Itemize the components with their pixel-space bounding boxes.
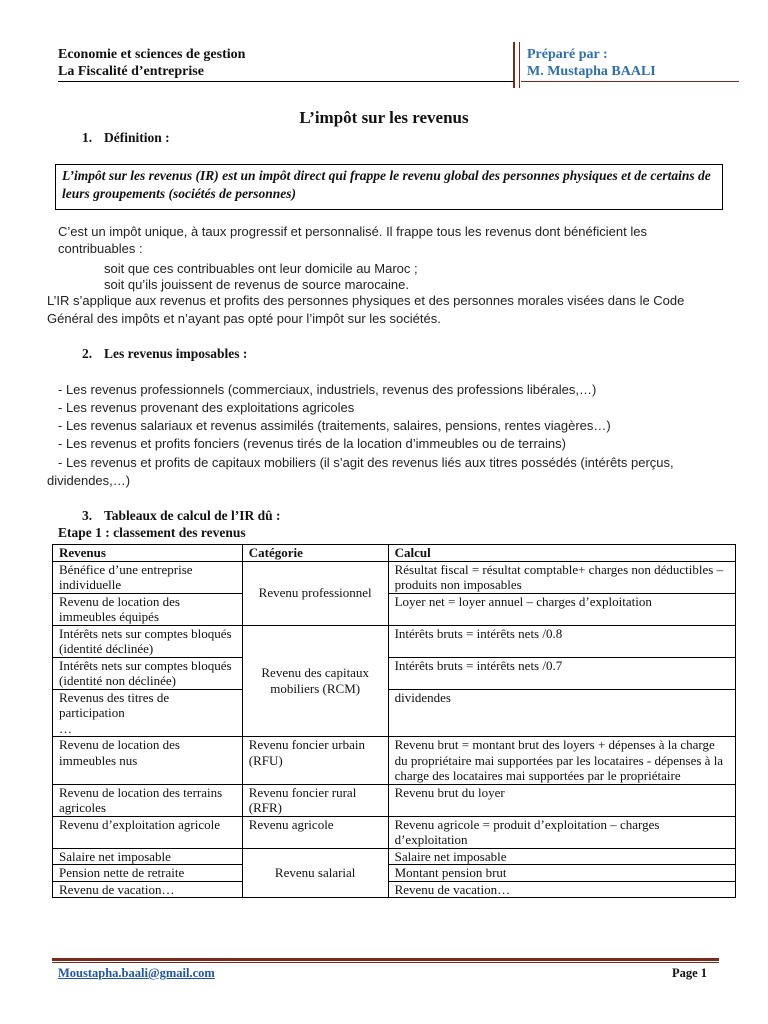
- table-row: [53, 561, 736, 593]
- revenu-ellipsis: …: [59, 720, 72, 736]
- revenu-cell: Intérêts nets sur comptes bloqués (identité non déclinée): [53, 657, 243, 689]
- revenu-cell: Revenu de location des immeubles nus: [53, 737, 243, 785]
- revenu-cell: Revenu de vacation…: [53, 881, 243, 898]
- revenu-cell: Bénéfice d’une entreprise individuelle: [53, 561, 243, 593]
- header-course: La Fiscalité d’entreprise: [58, 64, 204, 79]
- header-right-divider: [521, 81, 739, 82]
- calcul-cell: Intérêts bruts = intérêts nets /0.8: [388, 625, 735, 657]
- revenu-cell: Pension nette de retraite: [53, 865, 243, 882]
- revenu-cell: Revenu d’exploitation agricole: [53, 816, 243, 848]
- revenu-cell: Revenu de location des terrains agricoles: [53, 784, 243, 816]
- revenu-cell: Revenu de location des immeubles équipés: [53, 593, 243, 625]
- table-row: [53, 689, 736, 737]
- table-row: [53, 816, 736, 848]
- table-row: [53, 865, 736, 882]
- scope-line-1: L’IR s’applique aux revenus et profits des personnes physiques et des personnes morales visées dans le Code: [47, 293, 685, 308]
- list-item: - Les revenus salariaux et revenus assimilés (traitements, salaires, pensions, rentes viagères…): [58, 418, 611, 433]
- table-row: [53, 657, 736, 689]
- table-row: [53, 784, 736, 816]
- condition-1: soit que ces contribuables ont leur domicile au Maroc ;: [104, 261, 418, 276]
- column-header-calcul: Calcul: [388, 545, 735, 562]
- calcul-cell: Salaire net imposable: [388, 848, 735, 865]
- header-right: [527, 46, 656, 80]
- header-left: [58, 46, 510, 80]
- calc-table: [52, 544, 736, 898]
- revenu-cell: Intérêts nets sur comptes bloqués (identité déclinée): [53, 625, 243, 657]
- categorie-cell: Revenu agricole: [242, 816, 388, 848]
- column-header-revenus: Revenus: [53, 545, 243, 562]
- revenu-cell: Salaire net imposable: [53, 848, 243, 865]
- condition-2: soit qu’ils jouissent de revenus de source marocaine.: [104, 277, 409, 292]
- table-row: [53, 848, 736, 865]
- intro-line-2: contribuables :: [58, 241, 143, 256]
- revenu-text: Revenus des titres de participation: [59, 689, 170, 720]
- table-header-row: [53, 545, 736, 562]
- calcul-cell: Montant pension brut: [388, 865, 735, 882]
- calcul-cell: Revenu brut = montant brut des loyers + dépenses à la charge du propriétaire mai supportées par les locataires - dépenses à la charge des locataires mai supportées par le propriétaire: [388, 737, 735, 785]
- section-1-number: 1.: [82, 130, 93, 145]
- calcul-cell: Résultat fiscal = résultat comptable+ charges non déductibles –produits non imposables: [388, 561, 735, 593]
- calcul-cell: dividendes: [388, 689, 735, 737]
- list-item-continuation: dividendes,…): [47, 473, 131, 488]
- column-header-categorie: Catégorie: [242, 545, 388, 562]
- calcul-cell: Revenu agricole = produit d’exploitation – charges d’exploitation: [388, 816, 735, 848]
- revenu-cell: [53, 689, 243, 737]
- table-row: [53, 881, 736, 898]
- table-row: [53, 737, 736, 785]
- table-row: [53, 593, 736, 625]
- calcul-cell: Loyer net = loyer annuel – charges d’exploitation: [388, 593, 735, 625]
- definition-box: L’impôt sur les revenus (IR) est un impôt direct qui frappe le revenu global des personnes physiques et de certains de leurs groupements (sociétés de personnes): [55, 164, 723, 210]
- categorie-cell: Revenu foncier rural (RFR): [242, 784, 388, 816]
- header-subject: Economie et sciences de gestion: [58, 47, 246, 62]
- scope-line-2: Général des impôts et n’ayant pas opté pour l’impôt sur les sociétés.: [47, 311, 441, 326]
- section-2-number: 2.: [82, 346, 93, 361]
- page-title: L’impôt sur les revenus: [299, 108, 469, 127]
- author-name: M. Mustapha BAALI: [527, 64, 656, 79]
- list-item: - Les revenus professionnels (commerciaux, industriels, revenus des professions libérales,…): [58, 382, 597, 397]
- section-2-heading: [82, 346, 247, 362]
- list-item: - Les revenus et profits de capitaux mobiliers (il s’agit des revenus liés aux titres possédés (intérêts perçus,: [58, 455, 674, 470]
- calcul-cell: Revenu brut du loyer: [388, 784, 735, 816]
- prepared-label: Préparé par :: [527, 47, 608, 62]
- categorie-cell: Revenu professionnel: [242, 561, 388, 625]
- list-item: - Les revenus provenant des exploitations agricoles: [58, 400, 355, 415]
- author-email-link[interactable]: Moustapha.baali@gmail.com: [58, 966, 215, 980]
- categorie-cell: Revenu foncier urbain (RFU): [242, 737, 388, 785]
- header-separator: [513, 42, 520, 88]
- etape-heading: Etape 1 : classement des revenus: [58, 525, 246, 540]
- section-3-heading: [82, 508, 281, 524]
- list-item: - Les revenus et profits fonciers (revenus tirés de la location d’immeubles ou de terrains): [58, 436, 566, 451]
- section-3-number: 3.: [82, 508, 93, 523]
- footer-rule-thin: [52, 962, 719, 963]
- table-row: [53, 625, 736, 657]
- categorie-cell: Revenu salarial: [242, 848, 388, 898]
- intro-line-1: C’est un impôt unique, à taux progressif et personnalisé. Il frappe tous les revenus dont bénéficient les: [58, 224, 647, 239]
- calcul-cell: Intérêts bruts = intérêts nets /0.7: [388, 657, 735, 689]
- footer-rule-thick: [52, 958, 719, 961]
- page-number: Page 1: [672, 966, 708, 980]
- section-1-heading: [82, 130, 170, 146]
- header-divider: [58, 81, 513, 82]
- calcul-cell: Revenu de vacation…: [388, 881, 735, 898]
- section-3-title: Tableaux de calcul de l’IR dû :: [104, 508, 281, 523]
- section-2-title: Les revenus imposables :: [104, 346, 248, 361]
- categorie-cell: Revenu des capitaux mobiliers (RCM): [242, 625, 388, 737]
- section-1-title: Définition :: [104, 130, 170, 145]
